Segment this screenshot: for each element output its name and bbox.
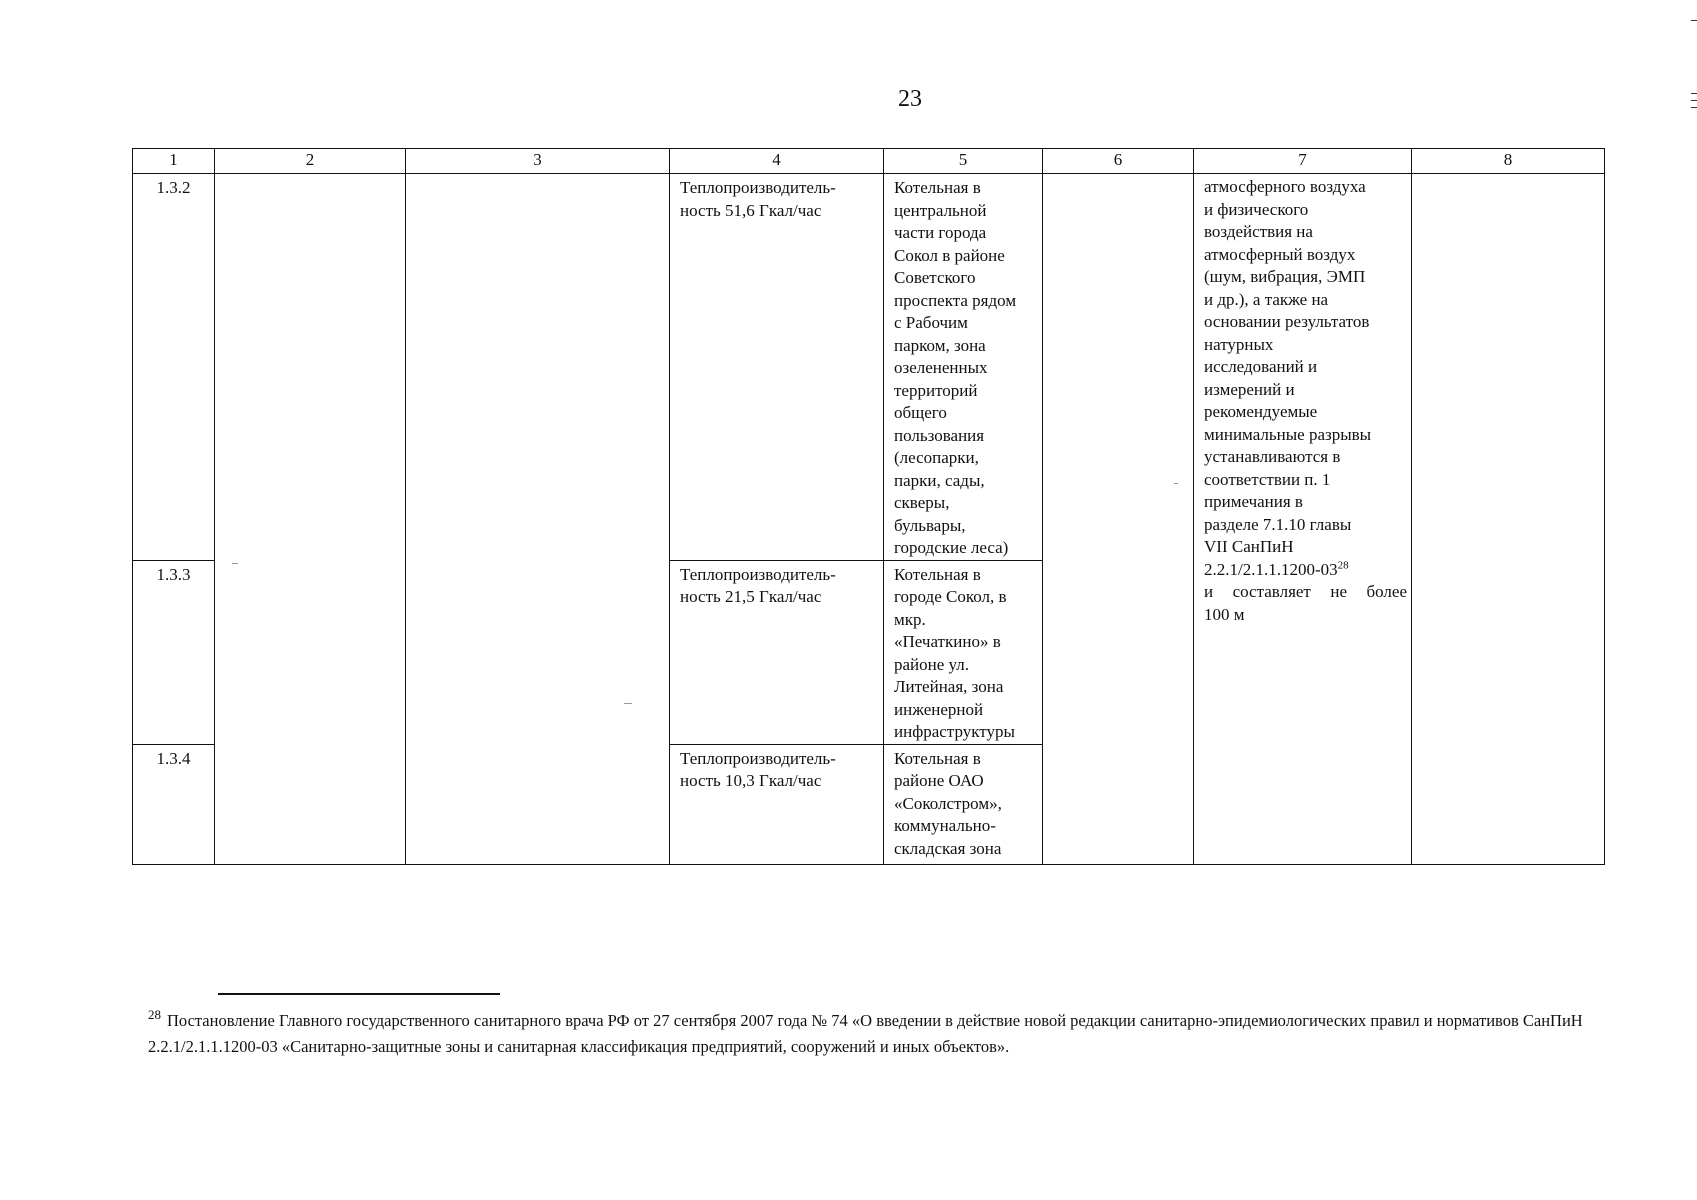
col7-line: соответствии п. 1	[1204, 469, 1331, 489]
footnote	[148, 1008, 1618, 1060]
scan-speck	[232, 563, 238, 564]
row-number: 1.3.3	[133, 560, 215, 744]
sanpin-code: 2.2.1/2.1.1.1200-03	[1204, 559, 1338, 579]
scan-edge-marks	[1691, 20, 1697, 114]
col-header-5: 5	[884, 149, 1043, 174]
col-header-8: 8	[1412, 149, 1605, 174]
col7-sanpin-line	[1204, 559, 1407, 582]
capacity-cell: Теплопроизводитель- ность 10,3 Гкал/час	[670, 744, 884, 864]
col7-line: устанавливаются в	[1204, 447, 1341, 466]
col-header-7: 7	[1194, 149, 1412, 174]
col3-cell	[406, 174, 670, 865]
capacity-cell: Теплопроизводитель- ность 21,5 Гкал/час	[670, 560, 884, 744]
col7-line: атмосферного воздуха	[1204, 177, 1366, 196]
col8-cell	[1412, 174, 1605, 865]
col7-line: и др.), а также на	[1204, 289, 1329, 309]
table-row	[133, 174, 1605, 561]
sanitary-zone-cell	[1194, 174, 1412, 865]
col7-line: атмосферный воздух	[1204, 244, 1356, 264]
col7-line: измерений и	[1204, 379, 1295, 399]
col7-line: минимальные разрывы	[1204, 424, 1372, 444]
col7-line: примечания в	[1204, 492, 1303, 511]
data-table	[132, 148, 1605, 865]
col-header-1: 1	[133, 149, 215, 174]
location-cell: Котельная в центральной части города Сокол в районе Советского проспекта рядом с Рабочим парком, зона озелененных территорий общего пользования (лесопарки, парки, сады, скверы, бульвары, городские леса)	[884, 174, 1043, 561]
footnote-text: Постановление Главного государственного санитарного врача РФ от 27 сентября 2007 года № 74 «О введении в действие новой редакции санитарно-эпидемиологических правил и нормативов СанПиН 2.2.1/2.1.1.1200-03 «Санитарно-защитные зоны и санитарная классификация предприятий, сооружений и иных объектов».	[148, 1011, 1583, 1056]
row-number: 1.3.2	[133, 174, 215, 561]
col-header-3: 3	[406, 149, 670, 174]
col7-line: VII СанПиН	[1204, 537, 1294, 556]
col7-line: натурных	[1204, 334, 1274, 354]
col7-line: воздействия на	[1204, 222, 1313, 241]
col7-line: разделе 7.1.10 главы	[1204, 514, 1352, 534]
footnote-separator	[218, 993, 500, 995]
capacity-cell: Теплопроизводитель- ность 51,6 Гкал/час	[670, 174, 884, 561]
row-number: 1.3.4	[133, 744, 215, 864]
col-header-6: 6	[1043, 149, 1194, 174]
col7-line: и физического	[1204, 199, 1309, 219]
col7-line: (шум, вибрация, ЭМП	[1204, 267, 1366, 286]
footnote-ref: 28	[1337, 558, 1349, 571]
scan-speck	[1174, 483, 1178, 484]
col7-tail-line: и составляет не более	[1204, 582, 1407, 601]
scan-speck	[624, 703, 632, 704]
col7-line: основании результатов	[1204, 312, 1370, 331]
col7-line: исследований и	[1204, 357, 1318, 376]
col7-line: рекомендуемые	[1204, 402, 1318, 421]
page-number: 23	[898, 86, 922, 112]
col7-tail-last: 100 м	[1204, 604, 1245, 624]
col2-cell	[215, 174, 406, 865]
location-cell: Котельная в районе ОАО «Соколстром», коммунально- складская зона	[884, 744, 1043, 864]
col-header-4: 4	[670, 149, 884, 174]
location-cell: Котельная в городе Сокол, в мкр. «Печаткино» в районе ул. Литейная, зона инженерной инфраструктуры	[884, 560, 1043, 744]
col6-cell	[1043, 174, 1194, 865]
table-header-row	[133, 149, 1605, 174]
footnote-mark: 28	[148, 1007, 161, 1022]
col-header-2: 2	[215, 149, 406, 174]
